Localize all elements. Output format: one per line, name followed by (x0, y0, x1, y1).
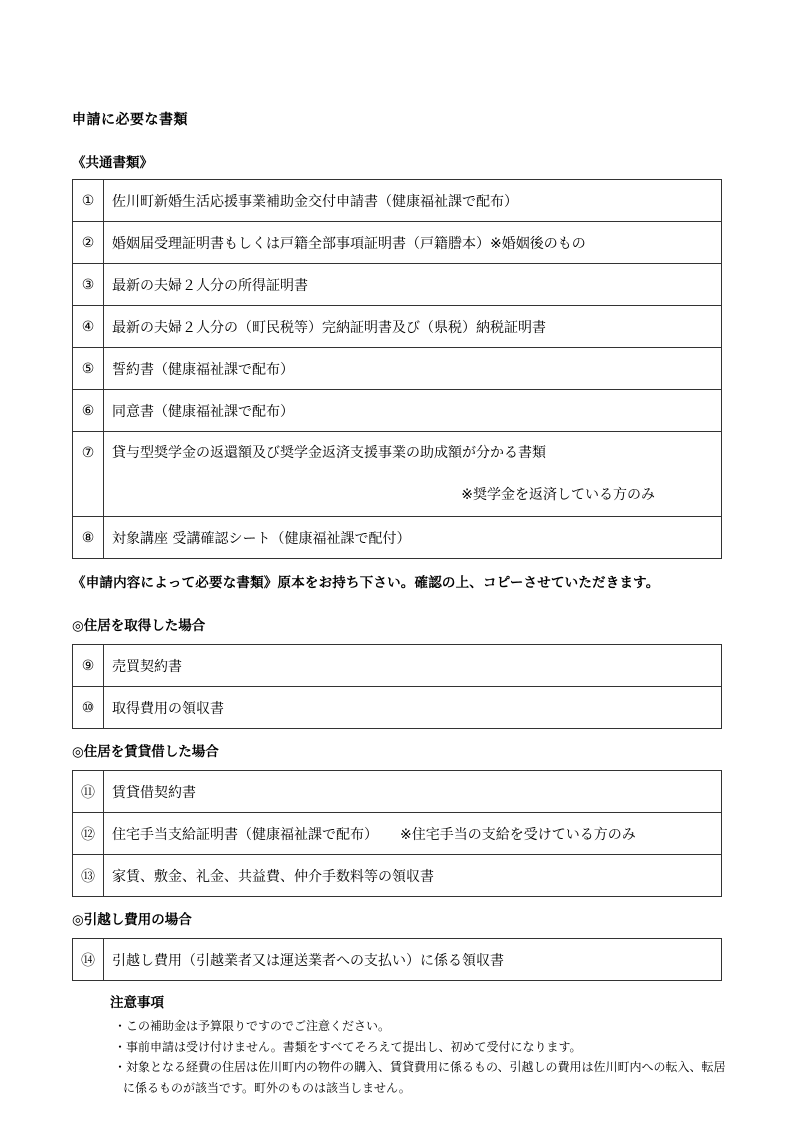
row-number: ② (73, 222, 104, 264)
row-cell (104, 813, 722, 855)
notes-list (114, 1016, 734, 1098)
row-number: ⑪ (73, 771, 104, 813)
moving-costs-table (72, 938, 722, 981)
row-number: ① (73, 180, 104, 222)
row-number: ⑩ (73, 687, 104, 729)
row-text: 佐川町新婚生活応援事業補助金交付申請書（健康福祉課で配布） (104, 180, 722, 222)
table-row (73, 222, 722, 264)
row-number: ⑫ (73, 813, 104, 855)
table-row (73, 180, 722, 222)
row-text: 住宅手当支給証明書（健康福祉課で配布） (112, 826, 378, 843)
common-documents-heading: 《共通書類》 (72, 155, 153, 171)
row-number: ⑭ (73, 939, 104, 981)
row-text: 誓約書（健康福祉課で配布） (104, 348, 722, 390)
notes-heading: 注意事項 (110, 995, 164, 1011)
common-documents-table (72, 179, 722, 559)
moving-costs-heading: ◎引越し費用の場合 (72, 912, 192, 928)
housing-rental-table (72, 770, 722, 897)
table-row (73, 264, 722, 306)
row-number: ⑤ (73, 348, 104, 390)
housing-purchase-heading: ◎住居を取得した場合 (72, 618, 206, 634)
housing-purchase-table (72, 644, 722, 729)
row-number: ⑥ (73, 390, 104, 432)
row-text: 最新の夫婦２人分の（町民税等）完納証明書及び（県税）納税証明書 (104, 306, 722, 348)
table-row (73, 306, 722, 348)
row-text: 対象講座 受講確認シート（健康福祉課で配付） (104, 517, 722, 559)
row-text: 貸与型奨学金の返還額及び奨学金返済支援事業の助成額が分かる書類 (112, 445, 546, 461)
list-item: ・この補助金は予算限りですのでご注意ください。 (114, 1019, 391, 1033)
row-number: ④ (73, 306, 104, 348)
list-item: ・対象となる経費の住居は佐川町内の物件の購入、賃貸費用に係るもの、引越しの費用は佐川町内への転入、転居に係るものが該当です。町外のものは該当しません。 (114, 1060, 726, 1095)
row-text: 賃貸借契約書 (104, 771, 722, 813)
row-text: 同意書（健康福祉課で配布） (104, 390, 722, 432)
table-row (73, 348, 722, 390)
row-text: 最新の夫婦２人分の所得証明書 (104, 264, 722, 306)
table-row (73, 687, 722, 729)
row-text: 売買契約書 (104, 645, 722, 687)
table-row (73, 771, 722, 813)
row-number: ⑦ (73, 432, 104, 517)
row-number: ⑧ (73, 517, 104, 559)
row-number: ⑬ (73, 855, 104, 897)
table-row (73, 645, 722, 687)
row-cell (104, 432, 722, 517)
page-title: 申請に必要な書類 (72, 112, 188, 128)
table-row (73, 432, 722, 517)
row-number: ③ (73, 264, 104, 306)
row-note: ※住宅手当の支給を受けている方のみ (400, 826, 636, 843)
table-row (73, 855, 722, 897)
list-item: ・事前申請は受け付けません。書類をすべてそろえて提出し、初めて受付になります。 (114, 1039, 582, 1054)
table-row (73, 939, 722, 981)
row-text: 婚姻届受理証明書もしくは戸籍全部事項証明書（戸籍謄本）※婚姻後のもの (104, 222, 722, 264)
table-row (73, 813, 722, 855)
row-text: 取得費用の領収書 (104, 687, 722, 729)
row-number: ⑨ (73, 645, 104, 687)
housing-rental-heading: ◎住居を賃貸借した場合 (72, 744, 219, 760)
row-note: ※奨学金を返済している方のみ (461, 487, 655, 503)
row-text: 家賃、敷金、礼金、共益費、仲介手数料等の領収書 (104, 855, 722, 897)
table-row (73, 390, 722, 432)
row-text: 引越し費用（引越業者又は運送業者への支払い）に係る領収書 (104, 939, 722, 981)
table-row (73, 517, 722, 559)
original-documents-notice: 《申請内容によって必要な書類》原本をお持ち下さい。確認の上、コピーさせていただきます。 (72, 575, 660, 591)
